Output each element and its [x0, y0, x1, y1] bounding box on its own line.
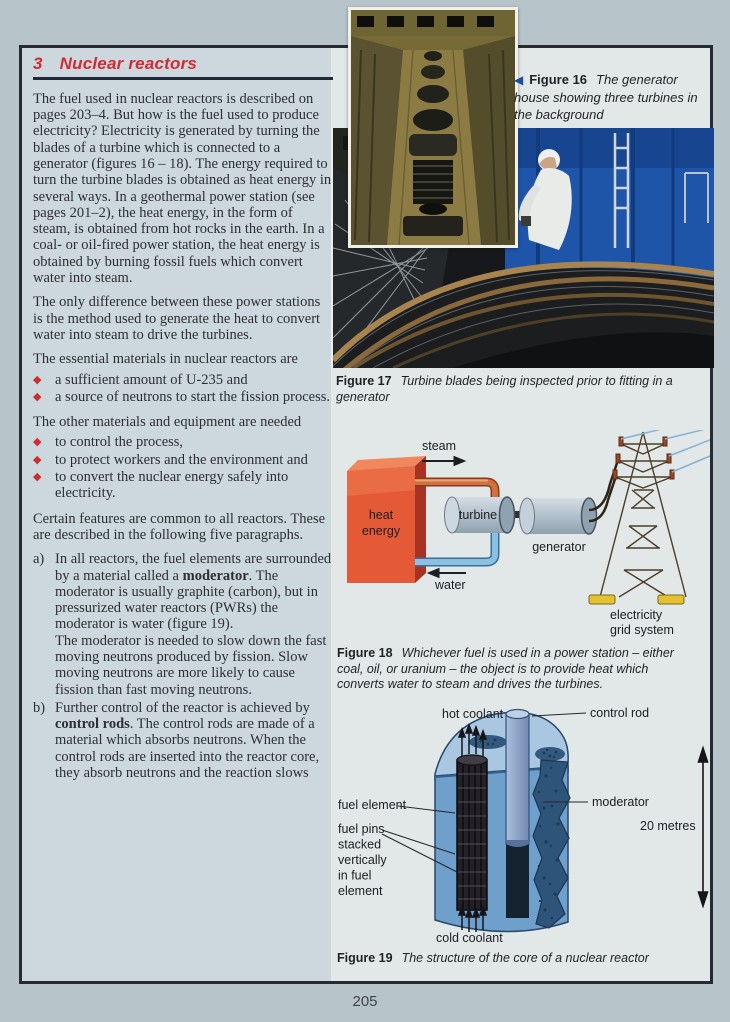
- alpha-list: [33, 551, 333, 781]
- bullet-text: to convert the nuclear energy safely into electricity.: [55, 469, 289, 502]
- diamond-bullet-icon: ◆: [33, 389, 42, 403]
- diamond-bullet-icon: ◆: [33, 470, 42, 484]
- figure-label: Figure 17: [336, 374, 392, 388]
- list-item-body: [55, 700, 333, 781]
- heat-energy-label: heat energy: [361, 508, 401, 538]
- page-number: 205: [352, 993, 378, 1010]
- section-heading: [33, 56, 333, 72]
- section-title: Nuclear reactors: [59, 54, 198, 73]
- figure16-caption: [514, 71, 714, 123]
- reactor-vessel: [435, 712, 570, 931]
- water-arrow-icon: [428, 569, 466, 578]
- turbine-label: turbine: [458, 508, 498, 522]
- water-label: water: [435, 578, 466, 592]
- figure19-diagram: [336, 696, 710, 948]
- diamond-bullet-icon: ◆: [33, 372, 42, 386]
- bullet-text: to protect workers and the environment and: [55, 451, 308, 468]
- figure-caption-text: The structure of the core of a nuclear reactor: [401, 951, 649, 965]
- heading-rule: [33, 77, 333, 80]
- figure-caption-text: Whichever fuel is used in a power station – either coal, oil, or uranium – the object is to provide heat which converts water to steam and drives the turbines.: [337, 646, 674, 691]
- bullet-text: a sufficient amount of U-235 and: [55, 371, 248, 388]
- bullet-text: a source of neutrons to start the fission process.: [55, 388, 331, 405]
- list-item: [33, 551, 333, 698]
- bullet-list: [33, 434, 333, 501]
- paragraph: The other materials and equipment are needed: [33, 414, 302, 431]
- text-column: [33, 56, 333, 783]
- figure17-caption: [336, 374, 676, 405]
- paragraph: The essential materials in nuclear reactors are: [33, 351, 298, 368]
- bullet-list: [33, 372, 333, 406]
- paragraph: The moderator is needed to slow down the fast moving neutrons produced by fission. Slow moving neutrons are more likely to cause fission than fast moving neutrons.: [55, 632, 327, 698]
- turbine-cylinder: [445, 497, 515, 533]
- diamond-bullet-icon: ◆: [33, 435, 42, 449]
- figure-pointer-icon: ◀: [514, 73, 524, 87]
- figure19-caption: [337, 951, 707, 967]
- paragraph: The only difference between these power stations is the method used to generate the heat to convert water into steam to drive the turbines.: [33, 294, 321, 343]
- list-item: [33, 700, 333, 781]
- figure-label: Figure 18: [337, 646, 393, 660]
- water-pipe: [415, 530, 495, 562]
- bullet-item: [33, 372, 333, 388]
- grid-label: electricity grid system: [610, 608, 674, 637]
- pylon-insulators: [613, 437, 674, 479]
- figure-caption-text: Turbine blades being inspected prior to fitting in a generator: [336, 374, 673, 404]
- figure18-caption: [337, 646, 693, 693]
- figure18-diagram: [338, 430, 710, 640]
- list-marker: b): [33, 699, 46, 716]
- scale-arrow: [699, 748, 708, 906]
- generator-cylinder: [520, 498, 597, 554]
- fuel-pins-label: fuel pins stacked vertically in fuel element: [338, 822, 387, 898]
- heat-energy-box: [347, 456, 426, 583]
- diamond-bullet-icon: ◆: [33, 452, 42, 466]
- cold-coolant-label: cold coolant: [436, 931, 503, 945]
- control-rod: [506, 710, 529, 919]
- fuel-element-label: fuel element: [338, 798, 407, 812]
- fuel-element-column: [457, 755, 487, 910]
- figure-label: Figure 16: [529, 72, 588, 87]
- figure-label: Figure 19: [337, 951, 393, 965]
- steam-label: steam: [422, 439, 457, 453]
- bullet-text: to control the process,: [55, 434, 184, 451]
- bullet-item: [33, 389, 333, 405]
- figure-caption-text: The generator house showing three turbines in the background: [514, 72, 698, 122]
- bullet-item: [33, 434, 333, 450]
- hot-coolant-label: hot coolant: [442, 707, 504, 721]
- list-marker: a): [33, 551, 45, 568]
- scale-label: 20 metres: [640, 819, 696, 833]
- figure16-photo: [348, 7, 518, 248]
- control-rod-label: control rod: [590, 706, 650, 720]
- moderator-label: moderator: [592, 795, 649, 809]
- bullet-item: [33, 469, 333, 502]
- pylon-feet: [589, 595, 684, 604]
- pylon: [600, 432, 686, 597]
- generator-label: generator: [532, 540, 586, 554]
- paragraph: Certain features are common to all reactors. These are described in the following five paragraphs.: [33, 510, 326, 543]
- steam-arrow-icon: [422, 457, 465, 466]
- paragraph: The fuel used in nuclear reactors is described on pages 203–4. But how is the fuel used to produce electricity? Electricity is generated by turning the blades of a turbine which is connected to a generator (figures 16 – 18). The energy required to turn the turbine blades is obtained as heat energy in several ways. In a geothermal power station (see pages 201–2), the heat energy, in the form of steam, is obtained from hot rocks in the earth. In a coal- or oil-fired power station, the heat energy is obtained by burning fossil fuels which convert water into steam.: [33, 90, 332, 287]
- bullet-item: [33, 452, 333, 468]
- section-number: 3: [33, 54, 43, 73]
- list-item-body: [55, 551, 333, 698]
- paragraph: In all reactors, the fuel elements are surrounded by a material called a moderator. The moderator is usually graphite (carbon), but in pressurized water reactors (PWRs) the moderator is water (figure 19).: [55, 551, 332, 633]
- paragraph: Further control of the reactor is achieved by control rods. The control rods are made of a material which absorbs neutrons. When the control rods are inserted into the reactor core, they absorb neutrons and the reaction slows: [55, 699, 320, 782]
